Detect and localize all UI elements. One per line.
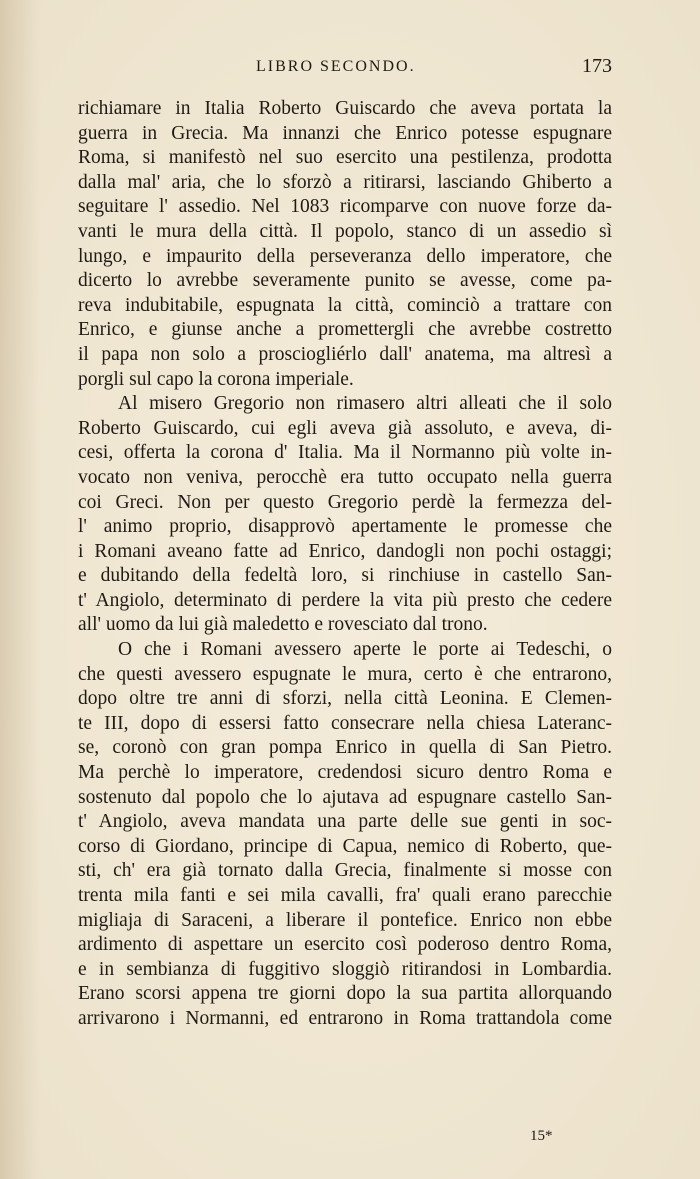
text-line: trenta mila fanti e sei mila cavalli, fra' quali erano parecchie — [78, 885, 612, 906]
text-line: vanti le mura della città. Il popolo, stanco di un assedio sì — [78, 220, 612, 242]
running-head — [78, 55, 612, 84]
text-line: Al misero Gregorio non rimasero altri alleati che il solo — [118, 393, 612, 415]
text-line: porgli sul capo la corona imperiale. — [78, 368, 354, 390]
text-line: coi Greci. Non per questo Gregorio perdè la fermezza del- — [78, 491, 612, 513]
text-line: Enrico, e giunse anche a promettergli che avrebbe costretto — [78, 319, 612, 341]
text-line: dopo oltre tre anni di sforzi, nella città Leonina. E Clemen- — [78, 688, 612, 710]
text-line: il papa non solo a prosciogliérlo dall' anatema, ma altresì a — [78, 343, 612, 365]
text-line: dalla mal' aria, che lo sforzò a ritirarsi, lasciando Ghiberto a — [78, 171, 612, 193]
text-line: sostenuto dal popolo che lo ajutava ad espugnare castello San- — [78, 786, 612, 808]
text-line: all' uomo da lui già maledetto e rovesciato dal trono. — [78, 614, 488, 636]
text-line: te III, dopo di essersi fatto consecrare nella chiesa Lateranc- — [78, 712, 612, 734]
text-line: guerra in Grecia. Ma innanzi che Enrico potesse espugnare — [78, 122, 612, 144]
text-line: O che i Romani avessero aperte le porte ai Tedeschi, o — [118, 639, 612, 661]
running-title: LIBRO SECONDO. — [256, 58, 416, 75]
text-line: seguitare l' assedio. Nel 1083 ricomparve con nuove forze da- — [78, 196, 612, 218]
text-line: t' Angiolo, determinato di perdere la vita più presto che cedere — [78, 589, 612, 611]
text-line: ardimento di aspettare un esercito così poderoso dentro Roma, — [78, 934, 612, 956]
text-line: che questi avessero espugnate le mura, certo è che entrarono, — [78, 663, 612, 685]
text-line: corso di Giordano, principe di Capua, nemico di Roberto, que- — [78, 835, 612, 857]
body-text — [78, 97, 612, 1032]
text-line: Roma, si manifestò nel suo esercito una pestilenza, prodotta — [78, 147, 612, 169]
text-line: lungo, e impaurito della perseveranza dello imperatore, che — [78, 245, 612, 267]
text-line: se, coronò con gran pompa Enrico in quella di San Pietro. — [78, 737, 612, 759]
text-line: Roberto Guiscardo, cui egli aveva già assoluto, e aveva, di- — [78, 417, 612, 439]
text-line: dicerto lo avrebbe severamente punito se avesse, come pa- — [78, 270, 612, 292]
text-line: e in sembianza di fuggitivo sloggiò ritirandosi in Lombardia. — [78, 958, 612, 980]
text-line: arrivarono i Normanni, ed entrarono in Roma trattandola come — [78, 1007, 612, 1029]
text-line: Ma perchè lo imperatore, credendosi sicuro dentro Roma e — [78, 762, 612, 784]
text-line: richiamare in Italia Roberto Guiscardo che aveva portata la — [78, 98, 612, 119]
text-line: vocato non veniva, perocchè era tutto occupato nella guerra — [78, 466, 612, 488]
page-number: 173 — [582, 55, 612, 77]
text-line: reva indubitabile, espugnata la città, cominciò a trattare con — [78, 294, 612, 316]
text-line: sti, ch' era già tornato dalla Grecia, finalmente si mosse con — [78, 860, 612, 882]
text-line: t' Angiolo, aveva mandata una parte delle sue genti in soc- — [78, 811, 612, 833]
signature-mark: 15* — [530, 1128, 553, 1144]
text-line: cesi, offerta la corona d' Italia. Ma il Normanno più volte in- — [78, 442, 612, 464]
text-line: migliaja di Saraceni, a liberare il pontefice. Enrico non ebbe — [78, 909, 612, 931]
text-line: l' animo proprio, disapprovò apertamente le promesse che — [78, 516, 612, 538]
text-line: i Romani aveano fatte ad Enrico, dandogli non pochi ostaggi; — [78, 540, 612, 562]
text-line: Erano scorsi appena tre giorni dopo la sua partita allorquando — [78, 983, 612, 1005]
text-line: e dubitando della fedeltà loro, si rinchiuse in castello San- — [78, 565, 612, 587]
